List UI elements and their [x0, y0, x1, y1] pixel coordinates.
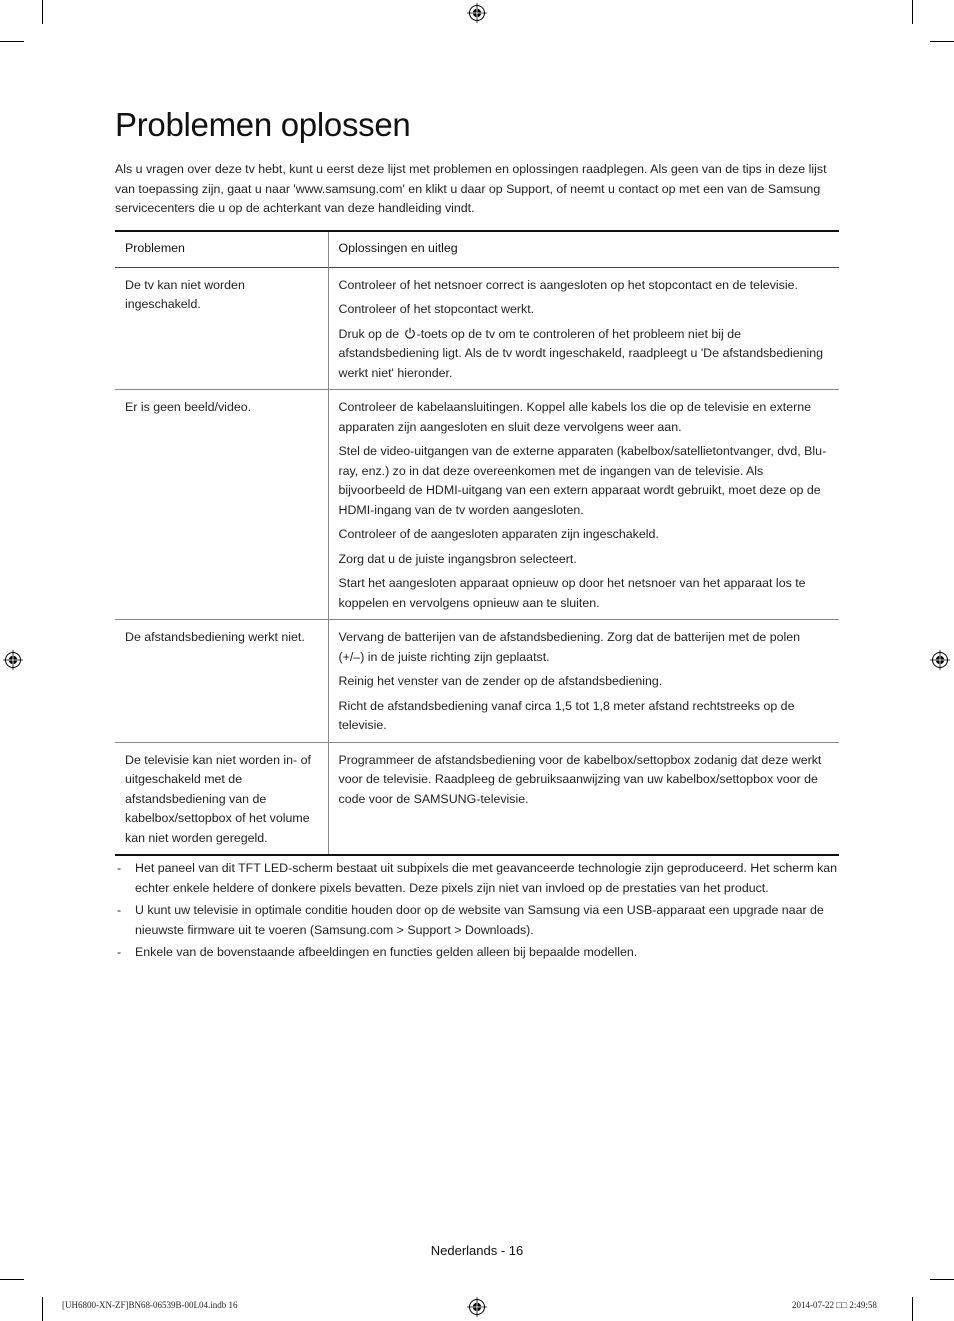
note-item [115, 859, 839, 898]
page-number: Nederlands - 16 [430, 1243, 524, 1258]
column-header-solutions: Oplossingen en uitleg [328, 231, 839, 267]
note-dash: - [117, 861, 122, 875]
power-icon [404, 327, 416, 339]
registration-mark-icon [467, 3, 487, 23]
table-row [115, 267, 839, 390]
problem-cell: Er is geen beeld/video. [125, 400, 252, 414]
solution-text: Vervang de batterijen van de afstandsbediening. Zorg dat de batterijen met de polen (+/–) in de juiste richting zijn geplaatst. [338, 630, 801, 664]
note-item [115, 901, 839, 940]
note-text: Enkele van de bovenstaande afbeeldingen en functies gelden alleen bij bepaalde modellen. [135, 945, 638, 959]
intro-paragraph: Als u vragen over deze tv hebt, kunt u eerst deze lijst met problemen en oplossingen raadplegen. Als geen van de tips in deze lijst van toepassing zijn, gaat u naar 'www.samsung.com' en klikt u daar op Support, of neemt u contact op met een van de Samsung servicecenters die u op de achterkant van deze handleiding vindt. [115, 162, 827, 215]
note-dash: - [117, 945, 122, 959]
crop-mark [930, 41, 954, 42]
note-dash: - [117, 903, 122, 917]
file-slug: [UH6800-XN-ZF]BN68-06539B-00L04.indb 16 [62, 1300, 238, 1310]
solution-text: Start het aangesloten apparaat opnieuw op door het netsnoer van het apparaat los te koppelen en vervolgens opnieuw aan te sluiten. [338, 576, 806, 610]
crop-mark [912, 1297, 913, 1321]
troubleshooting-table [115, 230, 839, 856]
table-row [115, 742, 839, 855]
crop-mark [0, 1279, 24, 1280]
solution-text: Richt de afstandsbediening vanaf circa 1,5 tot 1,8 meter afstand rechtstreeks op de televisie. [338, 698, 795, 732]
note-text: U kunt uw televisie in optimale conditie houden door op de website van Samsung via een USB-apparaat een upgrade naar de nieuwste firmware uit te voeren (Samsung.com > Support > Downloads). [135, 903, 824, 937]
solutions-cell [328, 390, 839, 620]
solution-text [339, 325, 830, 384]
solution-text-part: -toets op de tv om te controleren of het probleem niet bij de afstandsbediening ligt. Als de tv wordt ingeschakeld, raadpleegt u 'De afstandsbediening werkt niet' hieronder. [338, 326, 824, 380]
registration-mark-icon [467, 1297, 487, 1317]
crop-mark [930, 1279, 954, 1280]
column-header-problems: Problemen [125, 241, 185, 255]
problem-cell: De televisie kan niet worden in- of uitgeschakeld met de afstandsbediening van de kabelbox/settopbox of het volume kan niet worden geregeld. [125, 752, 311, 845]
note-text: Het paneel van dit TFT LED-scherm bestaat uit subpixels die met geavanceerde technologie zijn geproduceerd. Het scherm kan echter enkele heldere of donkere pixels bevatten. Deze pixels zijn niet van invloed op de prestaties van het product. [135, 861, 838, 895]
solutions-cell [328, 620, 839, 743]
solution-text: Controleer of het stopcontact werkt. [338, 302, 535, 316]
table-row [115, 390, 839, 620]
crop-mark [0, 41, 24, 42]
solution-text: Stel de video-uitgangen van de externe apparaten (kabelbox/satellietontvanger, dvd, Blu-ray, enz.) zo in dat deze overeenkomen met de ingangen van de televisie. Als bijvoorbeeld de HDMI-uitgang van een extern apparaat wordt gebruikt, moet deze op de HDMI-ingang van de tv worden aangesloten. [338, 444, 827, 517]
table-row [115, 620, 839, 743]
crop-mark [42, 1297, 43, 1321]
solution-text: Programmeer de afstandsbediening voor de kabelbox/settopbox zodanig dat deze werkt voor de televisie. Raadpleeg de gebruiksaanwijzing van uw kabelbox/settopbox voor de code voor de SAMSUNG-televisie. [338, 752, 822, 806]
solution-text-part: Druk op de [338, 326, 403, 341]
solution-text: Reinig het venster van de zender op de afstandsbediening. [338, 674, 663, 688]
print-timestamp: 2014-07-22 □□ 2:49:58 [792, 1300, 877, 1310]
solution-text: Controleer of het netsnoer correct is aangesloten op het stopcontact en de televisie. [338, 277, 798, 292]
solution-text: Controleer of de aangesloten apparaten zijn ingeschakeld. [338, 527, 659, 541]
page-title: Problemen oplossen [115, 106, 411, 143]
problem-cell: De tv kan niet worden ingeschakeld. [125, 277, 245, 311]
table-header-row [115, 231, 839, 267]
note-item [115, 943, 839, 963]
solution-text: Controleer de kabelaansluitingen. Koppel alle kabels los die op de televisie en externe apparaten zijn aangesloten en sluit deze vervolgens weer aan. [338, 400, 812, 434]
solutions-cell [328, 742, 839, 855]
problem-cell: De afstandsbediening werkt niet. [125, 630, 305, 644]
solutions-cell [328, 267, 839, 390]
solution-text: Zorg dat u de juiste ingangsbron selecteert. [338, 551, 577, 566]
notes-list [115, 859, 839, 966]
crop-mark [42, 0, 43, 24]
crop-mark [912, 0, 913, 24]
registration-mark-icon [930, 650, 950, 670]
registration-mark-icon [3, 650, 23, 670]
